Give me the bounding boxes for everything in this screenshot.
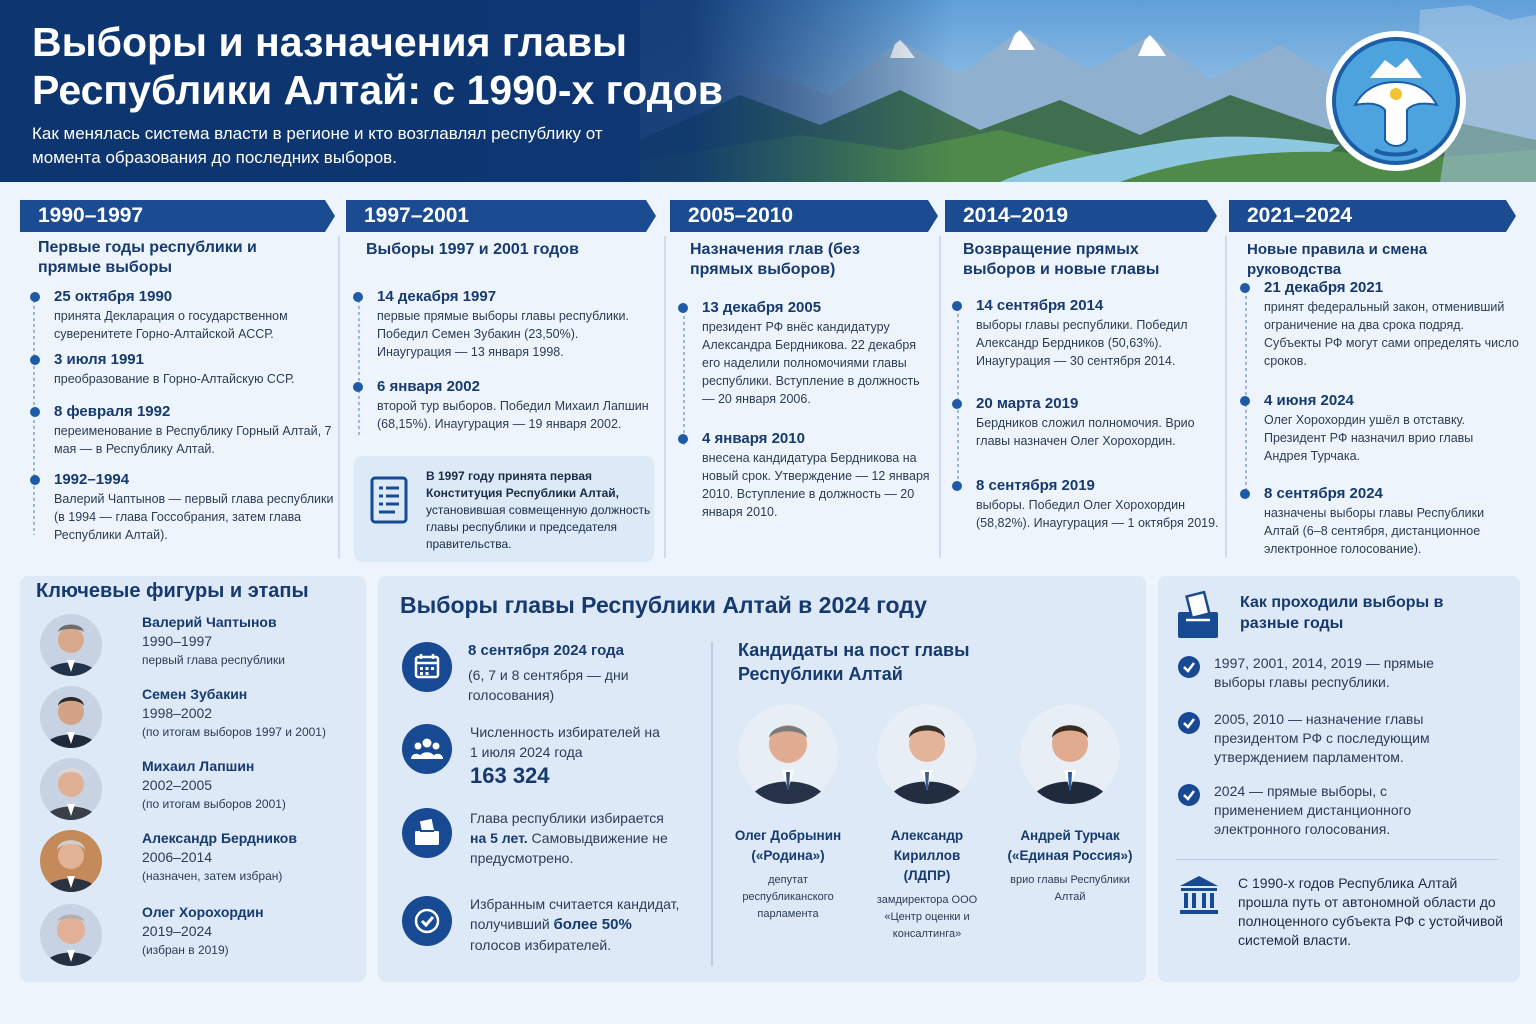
timeline-dot: [952, 481, 962, 491]
figure-item: [40, 614, 360, 678]
period-banner: [346, 200, 656, 232]
term-prefix: Глава республики избирается: [470, 810, 664, 826]
candidate-name-text: Андрей Турчак: [1020, 828, 1120, 843]
win-suffix: голосов избирателей.: [470, 937, 612, 953]
figure-name: Олег Хорохордин: [142, 904, 264, 920]
event-date: 14 декабря 1997: [377, 288, 497, 305]
timeline-event: [54, 350, 339, 388]
timeline-connector: [1245, 290, 1247, 500]
history-text: прямые выборы, с применением дистанционного электронного голосования.: [1214, 783, 1412, 837]
section-divider: [1176, 859, 1498, 860]
candidate-photo: [738, 704, 838, 804]
candidate-photo: [1020, 704, 1120, 804]
event-text: принят федеральный закон, отменивший ограничение на два срока подряд. Субъекты РФ могут сами определять число сроков.: [1264, 300, 1519, 368]
event-text: Бердников сложил полномочия. Врио главы назначен Олег Хорохордин.: [976, 416, 1195, 448]
calendar-icon: [402, 642, 452, 692]
timeline-connector: [358, 300, 360, 435]
check-icon: [1178, 656, 1200, 678]
timeline-dot: [678, 303, 688, 313]
period-title: Первые годы республики и прямые выборы: [38, 239, 257, 276]
timeline-event: [54, 287, 339, 343]
figure-desc: (по итогам выборов 2001): [142, 797, 286, 811]
win-condition-block: [470, 894, 685, 955]
election-history-panel: [1158, 576, 1520, 982]
election-date-block: [468, 640, 678, 705]
event-text: преобразование в Горно-Алтайскую ССР.: [54, 372, 295, 386]
timeline-event: [702, 429, 934, 521]
footer-summary: С 1990-х годов Республика Алтай прошла путь от автономной области до полноценного субъекта РФ с устойчивой системой власти.: [1238, 875, 1503, 948]
event-date: 21 декабря 2021: [1264, 279, 1384, 296]
figure-item: [40, 904, 360, 968]
candidate-desc: врио главы Республики Алтай: [1010, 874, 1130, 903]
period-label: 1997–2001: [364, 204, 470, 227]
timeline-dot: [30, 407, 40, 417]
event-date: 3 июля 1991: [54, 351, 144, 368]
timeline-dot: [678, 434, 688, 444]
page-title: Выборы и назначения главы Республики Алтай: с 1990-х годов: [32, 19, 723, 113]
candidate-card: [726, 704, 850, 923]
timeline-event: [54, 470, 339, 544]
figure-desc: (по итогам выборов 1997 и 2001): [142, 725, 326, 739]
event-text: переименование в Республику Горный Алтай, 7 мая — в Республику Алтай.: [54, 424, 332, 456]
panel-title: Выборы главы Республики Алтай в 2024 году: [400, 592, 927, 618]
term-block: [470, 808, 680, 868]
timeline-period-1997-2001: [346, 200, 656, 260]
timeline-dot: [1240, 489, 1250, 499]
period-label: 1990–1997: [38, 204, 144, 227]
government-building-icon: [1178, 874, 1220, 916]
event-text: Олег Хорохордин ушёл в отставку. Президент РФ назначил врио главы Андрея Турчака.: [1264, 413, 1474, 463]
figure-desc: первый глава республики: [142, 653, 285, 667]
column-divider: [939, 236, 941, 558]
section-divider: [711, 642, 713, 966]
voters-label: Численность избирателей на 1 июля 2024 года: [470, 724, 660, 760]
candidate-party: (ЛДПР): [903, 868, 951, 883]
history-years: 2005, 2010 —: [1214, 711, 1302, 727]
timeline-period-1990-1997: [20, 200, 335, 278]
event-date: 4 января 2010: [702, 430, 805, 447]
event-text: назначены выборы главы Республики Алтай (6–8 сентября, дистанционное электронное голосование).: [1264, 506, 1485, 556]
timeline-period-2014-2019: [945, 200, 1217, 280]
candidate-name: [860, 826, 994, 886]
timeline-event: [1264, 391, 1519, 465]
event-text: принята Декларация о государственном суверенитете Горно-Алтайской АССР.: [54, 309, 288, 341]
event-text: выборы главы республики. Победил Александр Бердников (50,63%). Инаугурация — 30 сентября 2014.: [976, 318, 1188, 368]
panel-title: Ключевые фигуры и этапы: [36, 580, 309, 602]
voters-group-icon: [402, 724, 452, 774]
timeline-event: [377, 287, 652, 361]
term-suffix: Самовыдвижение не предусмотрено.: [470, 830, 668, 866]
candidate-name: [1000, 826, 1140, 866]
event-text: президент РФ внёс кандидатуру Александра Бердникова. 22 декабря его наделили полномочиями главы республики. Вступление в должность — 20 января 2006.: [702, 320, 920, 406]
figure-years: 2006–2014: [142, 849, 213, 865]
figure-item: [40, 758, 360, 822]
timeline-connector: [33, 300, 35, 535]
event-date: 1992–1994: [54, 471, 130, 488]
timeline-connector: [683, 310, 685, 445]
candidate-card: [860, 704, 994, 943]
history-years: 1997, 2001, 2014, 2019 —: [1214, 655, 1380, 671]
event-date: 14 сентября 2014: [976, 297, 1104, 314]
candidate-party: («Родина»): [751, 848, 825, 863]
event-text: внесена кандидатура Бердникова на новый срок. Утверждение — 12 января 2010. Вступление в должность — 20 января 2010.: [702, 451, 930, 519]
event-text: второй тур выборов. Победил Михаил Лапшин (68,15%). Инаугурация — 19 января 2002.: [377, 399, 649, 431]
figure-name: Михаил Лапшин: [142, 758, 255, 774]
timeline-dot: [952, 301, 962, 311]
candidate-desc: замдиректора ООО «Центр оценки и консалтинга»: [876, 894, 978, 940]
event-date: 20 марта 2019: [976, 395, 1079, 412]
period-label: 2021–2024: [1247, 204, 1353, 227]
portrait-avatar: [40, 758, 102, 820]
key-figures-panel: [20, 576, 366, 982]
event-date: 8 февраля 1992: [54, 403, 171, 420]
figure-years: 2019–2024: [142, 923, 213, 939]
candidate-desc: депутат республиканского парламента: [742, 874, 834, 920]
column-divider: [1225, 236, 1227, 558]
portrait-avatar: [40, 686, 102, 748]
candidates-title: Кандидаты на пост главы Республики Алтай: [738, 640, 970, 684]
candidate-name: [726, 826, 850, 866]
column-divider: [664, 236, 666, 558]
history-years: 2024 —: [1214, 783, 1264, 799]
portrait-avatar: [40, 830, 102, 892]
note-text: установившая совмещенную должность главы республики и председателя правительства.: [426, 503, 651, 551]
panel-title: Как проходили выборы в разные годы: [1240, 594, 1444, 632]
period-banner: [670, 200, 938, 232]
ballot-box-icon: [1176, 590, 1220, 640]
page-subtitle: Как менялась система власти в регионе и кто возглавлял республику от момента образования до последних выборов.: [32, 124, 603, 167]
period-title: Возвращение прямых выборов и новые главы: [963, 241, 1160, 278]
candidate-name-text: Александр Кириллов: [890, 828, 964, 863]
timeline-dot: [30, 355, 40, 365]
timeline-dot: [1240, 283, 1250, 293]
period-title: Новые правила и смена руководства: [1247, 241, 1428, 278]
period-label: 2014–2019: [963, 204, 1069, 227]
republic-emblem-icon: [1325, 30, 1467, 172]
figure-name: Семен Зубакин: [142, 686, 248, 702]
figure-years: 2002–2005: [142, 777, 213, 793]
portrait-avatar: [40, 614, 102, 676]
period-label: 2005–2010: [688, 204, 794, 227]
portrait-avatar: [40, 904, 102, 966]
timeline-dot: [30, 475, 40, 485]
figure-years: 1990–1997: [142, 633, 213, 649]
figure-years: 1998–2002: [142, 705, 213, 721]
period-banner: [945, 200, 1217, 232]
document-icon: [370, 476, 410, 524]
event-date: 13 декабря 2005: [702, 299, 822, 316]
election-date: 8 сентября 2024 года: [468, 642, 624, 659]
voters-block: [470, 722, 670, 790]
column-divider: [338, 236, 340, 558]
term-bold: на 5 лет.: [470, 830, 528, 846]
event-date: 4 июня 2024: [1264, 392, 1354, 409]
timeline-event: [1264, 484, 1519, 558]
check-icon: [1178, 784, 1200, 806]
note-bold-text: В 1997 году принята первая Конституция Республики Алтай,: [426, 469, 619, 500]
timeline-event: [976, 476, 1220, 532]
event-text: Валерий Чаптынов — первый глава республики (в 1994 — глава Госсобрания, затем глава Республики Алтай).: [54, 492, 334, 542]
period-banner: [1229, 200, 1516, 232]
timeline-dot: [353, 292, 363, 302]
constitution-note: [354, 456, 654, 562]
figure-desc: (назначен, затем избран): [142, 869, 283, 883]
candidate-photo: [877, 704, 977, 804]
event-text: выборы. Победил Олег Хорохордин (58,82%). Инаугурация — 1 октября 2019.: [976, 498, 1219, 530]
win-prefix: Избранным считается кандидат, получивший: [470, 896, 680, 932]
timeline-period-2021-2024: [1229, 200, 1516, 280]
timeline-dot: [30, 292, 40, 302]
candidate-card: [1000, 704, 1140, 906]
event-date: 25 октября 1990: [54, 288, 173, 305]
figure-desc: (избран в 2019): [142, 943, 229, 957]
candidate-party: («Единая Россия»): [1007, 848, 1133, 863]
history-text: назначение главы президентом РФ с последующим утверждением парламентом.: [1214, 711, 1430, 765]
ballot-box-icon: [402, 808, 452, 858]
timeline-event: [976, 394, 1220, 450]
election-date-note: (6, 7 и 8 сентября — дни голосования): [468, 667, 629, 703]
timeline-event: [702, 298, 934, 408]
timeline-event: [976, 296, 1220, 370]
period-title: Выборы 1997 и 2001 годов: [366, 241, 579, 258]
timeline-event: [377, 377, 652, 433]
check-icon: [1178, 712, 1200, 734]
figure-item: [40, 686, 360, 750]
figure-item: [40, 830, 360, 894]
figure-name: Валерий Чаптынов: [142, 614, 277, 630]
event-text: первые прямые выборы главы республики. Победил Семен Зубакин (23,50%). Инаугурация — 13 января 1998.: [377, 309, 629, 359]
timeline-event: [1264, 278, 1519, 370]
period-banner: [20, 200, 335, 232]
win-bold: более 50%: [553, 916, 632, 933]
period-title: Назначения глав (без прямых выборов): [690, 241, 860, 278]
history-text: прямые выборы главы республики.: [1214, 655, 1434, 690]
candidate-name-text: Олег Добрынин: [734, 828, 842, 843]
elections-2024-panel: [378, 576, 1146, 982]
timeline-event: [54, 402, 339, 458]
figure-name: Александр Бердников: [142, 830, 297, 846]
event-date: 6 января 2002: [377, 378, 480, 395]
timeline-connector: [957, 308, 959, 488]
checkmark-icon: [402, 896, 452, 946]
timeline-dot: [353, 382, 363, 392]
timeline-dot: [952, 399, 962, 409]
header-banner: [0, 0, 1536, 182]
timeline-period-2005-2010: [670, 200, 938, 280]
event-date: 8 сентября 2019: [976, 477, 1095, 494]
timeline-dot: [1240, 396, 1250, 406]
voters-value: 163 324: [470, 763, 550, 788]
event-date: 8 сентября 2024: [1264, 485, 1383, 502]
